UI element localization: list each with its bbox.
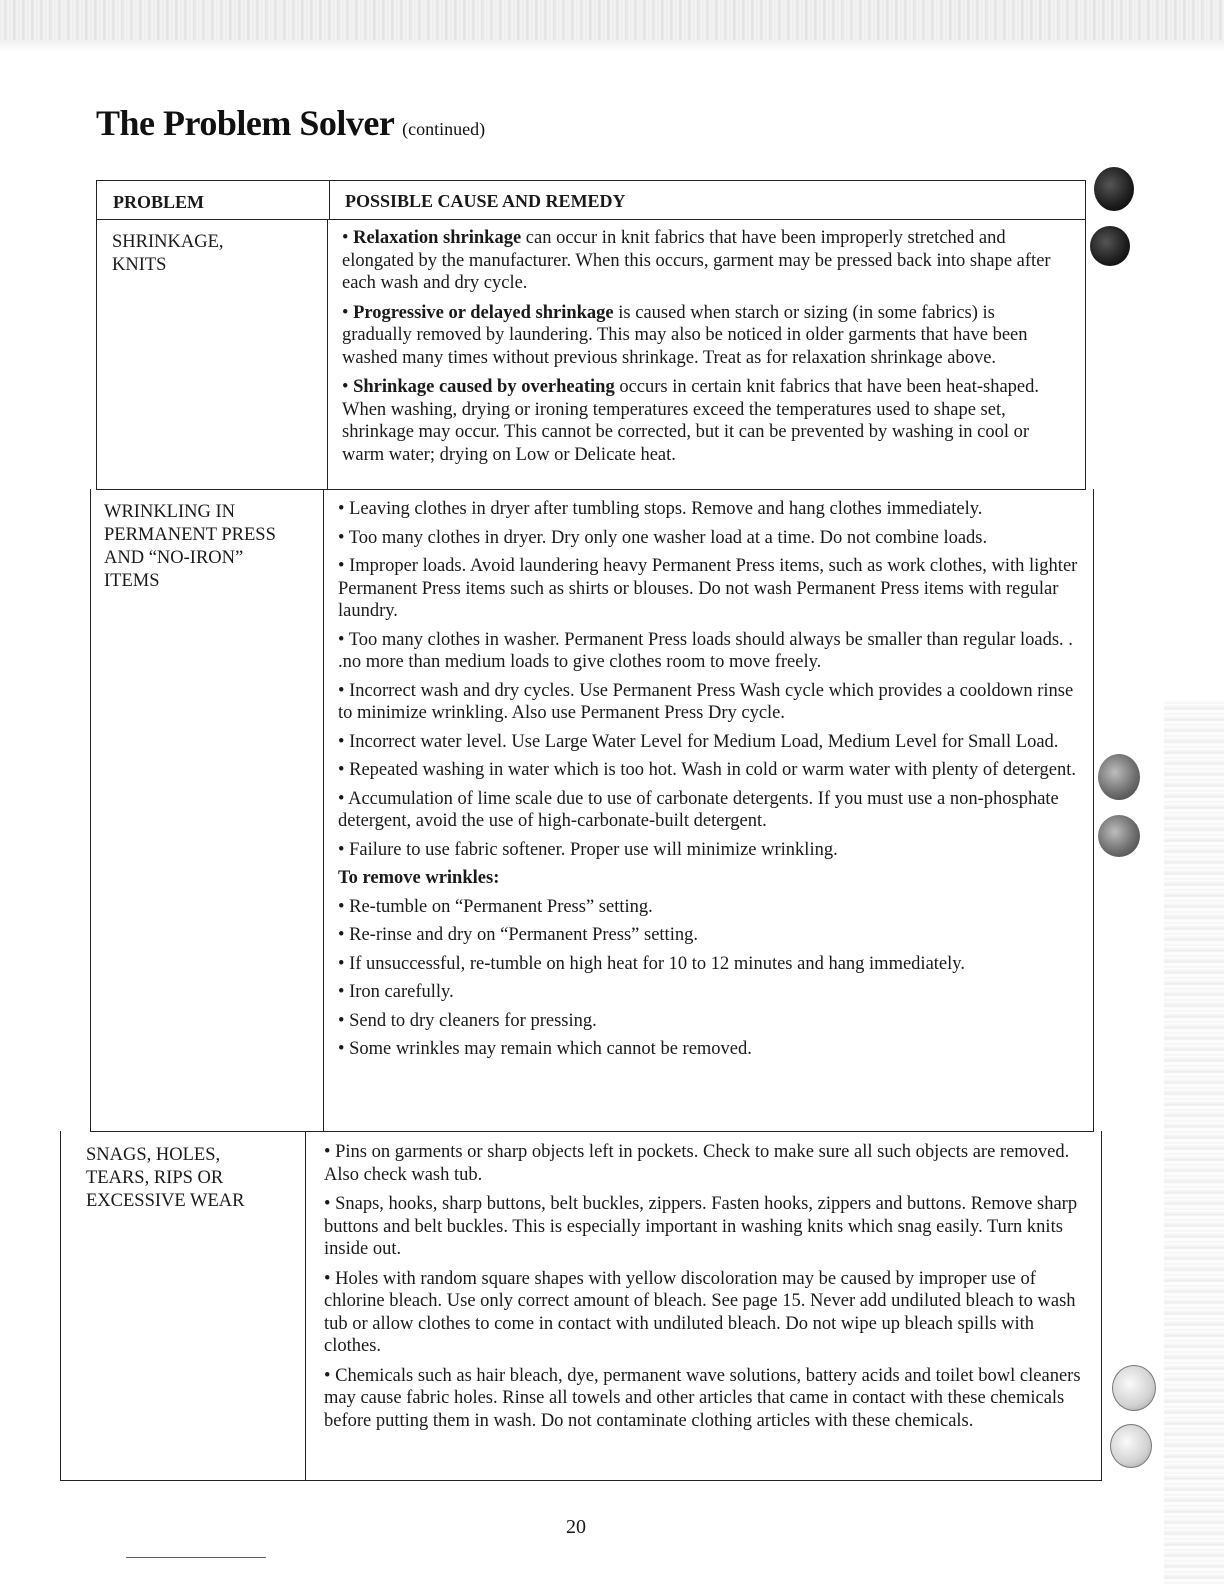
subheading-remove-wrinkles: To remove wrinkles: <box>338 868 500 888</box>
column-header-remedy: POSSIBLE CAUSE AND REMEDY <box>345 191 626 211</box>
remedy-text: Failure to use fabric softener. Proper use will minimize wrinkling. <box>349 839 838 860</box>
remedy-text: Re-rinse and dry on “Permanent Press” setting. <box>349 925 698 945</box>
problem-line: WRINKLING IN <box>104 502 236 522</box>
remedy-item <box>324 1141 1086 1186</box>
remedy-text: Incorrect water level. Use Large Water Level for Medium Load, Medium Level for Small Load. <box>349 731 1059 752</box>
remedy-subitem <box>338 1038 1078 1061</box>
problem-label-wrinkling <box>104 501 276 593</box>
remedy-list-snags <box>324 1141 1086 1439</box>
bullet: • <box>342 302 349 323</box>
remedy-item <box>338 629 1078 674</box>
column-header-problem: PROBLEM <box>113 192 205 212</box>
problem-line: KNITS <box>112 255 167 275</box>
remedy-text: Too many clothes in washer. Permanent Press loads should always be smaller than regular loads. . .no more than medium loads to give clothes room to move freely. <box>338 629 1073 672</box>
remedy-subitem <box>338 924 1078 947</box>
remedy-item <box>338 680 1078 725</box>
bullet: • <box>338 1039 345 1059</box>
remedy-list-shrinkage <box>342 227 1062 473</box>
remedy-text: Snaps, hooks, sharp buttons, belt buckles, zippers. Fasten hooks, zippers and buttons. Remove sharp buttons and belt buckles. This is especially important in washing knits which snag easily. Turn knits inside out. <box>324 1194 1078 1259</box>
scan-artifact-shadow <box>0 40 1224 52</box>
bullet: • <box>324 1268 331 1289</box>
remedy-text: If unsuccessful, re-tumble on high heat for 10 to 12 minutes and hang immediately. <box>349 953 965 974</box>
column-divider <box>323 489 324 1131</box>
remedy-subitem <box>338 896 1078 919</box>
remedy-item <box>338 839 1078 862</box>
scan-edge-noise <box>1164 700 1224 1584</box>
remedy-item <box>338 759 1078 782</box>
remedy-item <box>338 788 1078 833</box>
bullet: • <box>342 228 349 248</box>
remedy-text: Some wrinkles may remain which cannot be removed. <box>349 1039 752 1059</box>
remedy-list-wrinkling <box>338 498 1078 1067</box>
remedy-subitem <box>338 1010 1078 1033</box>
remedy-item <box>338 555 1078 623</box>
remedy-item <box>342 376 1062 466</box>
remedy-subitem <box>338 981 1078 1004</box>
problem-label-shrinkage <box>112 231 224 277</box>
problem-line: TEARS, RIPS OR <box>86 1168 224 1188</box>
problem-line: EXCESSIVE WEAR <box>86 1191 245 1211</box>
bullet: • <box>338 896 345 917</box>
remedy-text: can occur in knit fabrics that have been improperly stretched and elongated by the manufacturer. When this occurs, garment may be pressed back into shape after each wash and dry cycle. <box>342 228 1051 293</box>
remedy-item <box>324 1365 1086 1433</box>
bullet: • <box>338 499 345 519</box>
bullet: • <box>338 953 345 974</box>
problem-line: SNAGS, HOLES, <box>86 1145 221 1165</box>
remedy-item <box>338 731 1078 754</box>
page-title-suffix: (continued) <box>402 119 486 139</box>
binder-hole-4 <box>1098 815 1140 857</box>
page-number: 20 <box>566 1516 586 1538</box>
remedy-text: Too many clothes in dryer. Dry only one washer load at a time. Do not combine loads. <box>348 527 988 548</box>
scan-blue-mark <box>126 1557 266 1558</box>
remedy-text: is caused when starch or sizing (in some fabrics) is gradually removed by laundering. This may also be noticed in older garments that have been washed many times without previous shrinkage. Treat as for relaxation shrinkage above. <box>342 302 1028 368</box>
remedy-text: Improper loads. Avoid laundering heavy Permanent Press items, such as work clothes, with lighter Permanent Press items such as shirts or blouses. Do not wash Permanent Press items with regular laundry. <box>338 556 1078 621</box>
bullet: • <box>338 982 345 1002</box>
remedy-item <box>324 1268 1086 1358</box>
remedy-item <box>338 498 1078 521</box>
scan-artifact-band <box>0 0 1224 40</box>
bullet: • <box>338 839 345 860</box>
column-divider <box>327 219 328 489</box>
remedy-term: Progressive or delayed shrinkage <box>353 302 614 323</box>
remedy-item <box>342 302 1062 370</box>
binder-hole-5 <box>1112 1365 1156 1411</box>
table-header <box>96 180 1086 220</box>
remedy-text: Chemicals such as hair bleach, dye, permanent wave solutions, battery acids and toilet bowl cleaners may cause fabric holes. Rinse all towels and other articles that came in contact with these chemicals before putting them in wash. Do not contaminate clothing articles with these chemicals. <box>324 1365 1081 1431</box>
remedy-text: Iron carefully. <box>349 982 454 1002</box>
binder-hole-2 <box>1090 226 1130 266</box>
bullet: • <box>324 1142 331 1162</box>
problem-line: ITEMS <box>104 571 160 591</box>
remedy-term: Relaxation shrinkage <box>353 228 522 248</box>
problem-label-snags <box>86 1144 244 1213</box>
bullet: • <box>338 680 345 701</box>
problem-line: PERMANENT PRESS <box>104 525 276 545</box>
problem-line: AND “NO-IRON” <box>104 548 244 568</box>
remedy-subitem <box>338 953 1078 976</box>
remedy-text: occurs in certain knit fabrics that have been heat-shaped. When washing, drying or ironing temperatures exceed the temperatures used to shape set, shrinkage may occur. This cannot be corrected, but it can be prevented by washing in cool or warm water; drying on Low or Delicate heat. <box>342 377 1039 465</box>
binder-hole-1 <box>1094 167 1134 211</box>
remedy-text: Leaving clothes in dryer after tumbling stops. Remove and hang clothes immediately. <box>349 499 983 519</box>
bullet: • <box>324 1194 331 1214</box>
column-divider <box>305 1131 306 1480</box>
bullet: • <box>338 925 345 945</box>
remedy-item <box>342 227 1062 295</box>
problem-line: SHRINKAGE, <box>112 232 224 252</box>
bullet: • <box>342 377 349 397</box>
page-title-text: The Problem Solver <box>96 103 394 143</box>
remedy-term: Shrinkage caused by overheating <box>353 377 615 397</box>
binder-hole-6 <box>1110 1424 1152 1468</box>
bullet: • <box>338 731 345 752</box>
remedy-text: Pins on garments or sharp objects left in pockets. Check to make sure all such objects are removed. Also check wash tub. <box>324 1142 1070 1185</box>
bullet: • <box>338 556 345 576</box>
remedy-text: Holes with random square shapes with yellow discoloration may be caused by improper use of chlorine bleach. Use only correct amount of bleach. See page 15. Never add undiluted bleach to wash tub or allow clothes to come in contact with undiluted bleach. Do not wipe up bleach spills with clothes. <box>324 1268 1076 1356</box>
column-divider <box>329 181 330 219</box>
remedy-text: Re-tumble on “Permanent Press” setting. <box>349 896 653 917</box>
remedy-text: Incorrect wash and dry cycles. Use Permanent Press Wash cycle which provides a cooldown rinse to minimize wrinkling. Also use Permanent Press Dry cycle. <box>338 680 1074 723</box>
bullet: • <box>338 1010 345 1031</box>
bullet: • <box>338 629 345 650</box>
remedy-item <box>324 1193 1086 1261</box>
bullet: • <box>338 788 345 809</box>
bullet: • <box>324 1365 331 1386</box>
binder-hole-3 <box>1098 754 1140 800</box>
remedy-item <box>338 527 1078 550</box>
remedy-text: Repeated washing in water which is too hot. Wash in cold or warm water with plenty of detergent. <box>349 760 1076 780</box>
remedy-text: Send to dry cleaners for pressing. <box>349 1010 597 1031</box>
page-title <box>96 102 485 144</box>
bullet: • <box>338 527 345 548</box>
remedy-text: Accumulation of lime scale due to use of carbonate detergents. If you must use a non-phosphate detergent, avoid the use of high-carbonate-built detergent. <box>338 788 1059 831</box>
bullet: • <box>338 760 345 780</box>
